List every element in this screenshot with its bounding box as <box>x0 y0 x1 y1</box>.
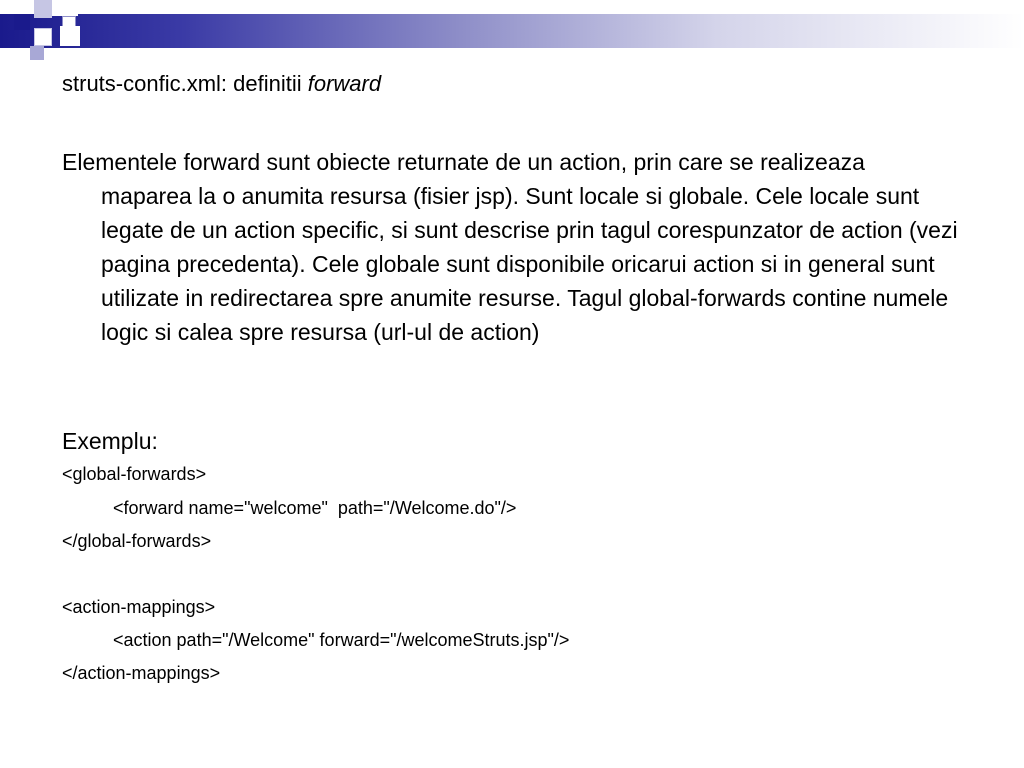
slide-title-emphasis: forward <box>307 71 382 96</box>
code-line: <action-mappings> <box>62 597 216 617</box>
gradient-bar <box>0 14 1024 48</box>
code-line: <global-forwards> <box>62 464 207 484</box>
code-line: <action path="/Welcome" forward="/welcomeStruts.jsp"/> <box>113 630 570 650</box>
decorative-square-white <box>60 26 80 46</box>
body-paragraph: Elementele forward sunt obiecte returnate de un action, prin care se realizeaza maparea la o anumita resursa (fisier jsp). Sunt locale si globale. Cele locale sunt legate de un action specific, si sunt descrise prin tagul corespunzator de action (vezi pagina precedenta). Cele globale sunt disponibile oricarui action si in general sunt utilizate in redirectarea spre anumite resurse. Tagul global-forwards contine numele logic si calea spre resursa (url-ul de action) <box>62 149 958 345</box>
code-line: </action-mappings> <box>62 663 221 683</box>
slide-title-text: struts-confic.xml: definitii <box>62 71 308 96</box>
code-line: <forward name="welcome" path="/Welcome.do"/> <box>113 498 517 518</box>
decorative-square-dark <box>14 14 30 30</box>
example-label: Exemplu: <box>62 428 158 454</box>
slide-title <box>62 70 381 98</box>
decorative-square-mid <box>30 46 44 60</box>
decorative-square-outline <box>34 28 52 46</box>
decorative-square-white <box>52 0 78 16</box>
decorative-square-light <box>34 0 52 18</box>
code-line: </global-forwards> <box>62 531 212 551</box>
